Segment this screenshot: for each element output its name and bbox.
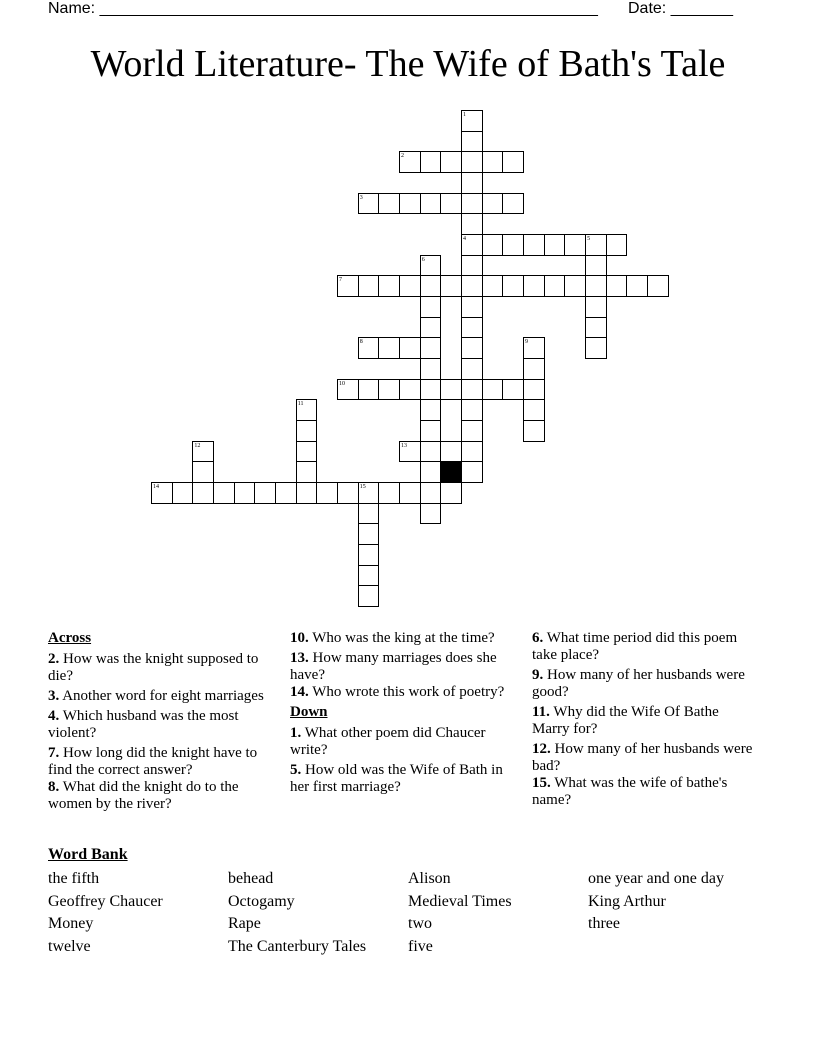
crossword-cell[interactable]: [606, 234, 628, 256]
word-bank-item: Rape: [228, 915, 261, 932]
word-bank-item: The Canterbury Tales: [228, 937, 367, 955]
crossword-cell[interactable]: [358, 503, 380, 525]
crossword-cell[interactable]: [523, 399, 545, 421]
clue-across-2: 2. How was the knight supposed to die?: [48, 651, 259, 684]
crossword-cell[interactable]: [461, 317, 483, 339]
crossword-cell[interactable]: [626, 275, 648, 297]
crossword-cell[interactable]: [440, 379, 462, 401]
word-bank-item: two: [408, 915, 432, 932]
crossword-cell[interactable]: [358, 523, 380, 545]
crossword-cell[interactable]: [482, 275, 504, 297]
clue-number: 5: [587, 236, 591, 243]
crossword-cell[interactable]: [213, 482, 235, 504]
word-bank-item: the fifth: [48, 870, 100, 887]
crossword-cell[interactable]: [420, 399, 442, 421]
crossword-cell[interactable]: [461, 461, 483, 483]
word-bank-item: five: [408, 937, 433, 955]
crossword-cell[interactable]: [420, 193, 442, 215]
crossword-cell[interactable]: [296, 420, 318, 442]
crossword-cell[interactable]: [358, 565, 380, 587]
crossword-cell[interactable]: [502, 275, 524, 297]
crossword-cell[interactable]: [420, 420, 442, 442]
clue-number: 7: [339, 277, 343, 284]
page-title: World Literature- The Wife of Bath's Tale: [90, 43, 726, 85]
word-bank-item: Geoffrey Chaucer: [48, 892, 163, 910]
crossword-cell[interactable]: [585, 275, 607, 297]
crossword-cell[interactable]: [192, 482, 214, 504]
crossword-cell[interactable]: [420, 503, 442, 525]
crossword-cell[interactable]: [585, 255, 607, 277]
clue-number: 12: [194, 442, 201, 449]
crossword-cell[interactable]: [337, 482, 359, 504]
crossword-cell[interactable]: [461, 420, 483, 442]
crossword-black-cell: [440, 461, 462, 483]
crossword-cell[interactable]: [378, 337, 400, 359]
crossword-cell[interactable]: [564, 234, 586, 256]
clue-number: 4: [463, 236, 467, 243]
word-bank-item: Medieval Times: [408, 892, 512, 910]
crossword-cell[interactable]: [544, 275, 566, 297]
clue-number: 1: [463, 112, 467, 118]
word-bank-item: Octogamy: [228, 892, 295, 910]
crossword-cell[interactable]: [523, 358, 545, 380]
crossword-cell[interactable]: [420, 461, 442, 483]
clue-across-4: 4. Which husband was the most violent?: [48, 708, 239, 741]
crossword-cell[interactable]: [461, 131, 483, 153]
clue-across-10: 10. Who was the king at the time?: [290, 630, 495, 646]
clues-column-3: [532, 630, 757, 812]
crossword-cell[interactable]: [461, 379, 483, 401]
crossword-cell[interactable]: [544, 234, 566, 256]
crossword-cell[interactable]: [606, 275, 628, 297]
crossword-cell[interactable]: [234, 482, 256, 504]
crossword-cell[interactable]: [440, 193, 462, 215]
clue-number: 10: [339, 380, 346, 387]
crossword-cell[interactable]: [461, 193, 483, 215]
crossword-cell[interactable]: [461, 255, 483, 277]
crossword-cell[interactable]: [585, 296, 607, 318]
crossword-cell[interactable]: [275, 482, 297, 504]
clue-across-7: 7. How long did the knight have to find the correct answer?: [48, 745, 258, 778]
name-field[interactable]: Name: ________________________________________________________: [48, 0, 598, 17]
crossword-cell[interactable]: [296, 461, 318, 483]
crossword-cell[interactable]: [461, 337, 483, 359]
clue-across-13: 13. How many marriages does she have?: [290, 650, 497, 683]
crossword-cell[interactable]: [420, 151, 442, 173]
crossword-cell[interactable]: [523, 420, 545, 442]
crossword-cell[interactable]: [358, 275, 380, 297]
crossword-cell[interactable]: [585, 317, 607, 339]
crossword-cell[interactable]: [420, 337, 442, 359]
clue-number: 6: [421, 256, 425, 263]
crossword-cell[interactable]: [296, 441, 318, 463]
clue-down-15: 15. What was the wife of bathe's name?: [532, 775, 728, 808]
clue-down-6: 6. What time period did this poem take place?: [532, 630, 738, 663]
word-bank-item: twelve: [48, 937, 91, 955]
crossword-cell[interactable]: [523, 275, 545, 297]
word-bank-item: behead: [228, 870, 274, 887]
crossword-cell[interactable]: [461, 151, 483, 173]
word-bank-item: King Arthur: [588, 892, 666, 910]
crossword-cell[interactable]: [296, 482, 318, 504]
crossword-cell[interactable]: [461, 358, 483, 380]
crossword-cell[interactable]: [482, 151, 504, 173]
crossword-cell[interactable]: [358, 585, 380, 607]
across-heading: Across: [48, 630, 92, 646]
crossword-cell[interactable]: [564, 275, 586, 297]
crossword-cell[interactable]: [585, 337, 607, 359]
crossword-cell[interactable]: [523, 379, 545, 401]
down-heading: Down: [290, 704, 328, 720]
clue-across-14: 14. Who wrote this work of poetry?: [290, 684, 505, 700]
crossword-cell[interactable]: [461, 275, 483, 297]
crossword-cell[interactable]: [502, 151, 524, 173]
clue-number: 8: [359, 339, 363, 346]
crossword-cell[interactable]: [523, 234, 545, 256]
crossword-cell[interactable]: [440, 275, 462, 297]
crossword-cell[interactable]: [482, 379, 504, 401]
crossword-cell[interactable]: [378, 379, 400, 401]
crossword-cell[interactable]: [316, 482, 338, 504]
crossword-cell[interactable]: [378, 275, 400, 297]
crossword-cell[interactable]: [399, 337, 421, 359]
crossword-cell[interactable]: [440, 482, 462, 504]
clue-down-11: 11. Why did the Wife Of Bathe Marry for?: [532, 704, 719, 737]
crossword-cell[interactable]: [378, 193, 400, 215]
date-field[interactable]: Date: _______: [628, 0, 733, 17]
crossword-cell[interactable]: [502, 193, 524, 215]
word-bank-item: Alison: [408, 870, 451, 887]
word-bank-heading: Word Bank: [48, 846, 128, 863]
crossword-cell[interactable]: [440, 151, 462, 173]
crossword-cell[interactable]: [440, 441, 462, 463]
clue-number: 3: [359, 194, 363, 201]
clues-column-2: [290, 630, 515, 799]
crossword-cell[interactable]: [420, 379, 442, 401]
crossword-cell[interactable]: [420, 482, 442, 504]
crossword-cell[interactable]: [461, 296, 483, 318]
crossword-cell[interactable]: [420, 275, 442, 297]
crossword-cell[interactable]: [254, 482, 276, 504]
clues-column-1: [48, 630, 273, 816]
crossword-cell[interactable]: [461, 213, 483, 235]
clue-down-9: 9. How many of her husbands were good?: [532, 667, 745, 700]
crossword-cell[interactable]: [502, 234, 524, 256]
clue-down-12: 12. How many of her husbands were bad?: [532, 741, 753, 774]
crossword-cell[interactable]: [192, 461, 214, 483]
clue-number: 9: [525, 339, 529, 346]
crossword-cell[interactable]: [358, 544, 380, 566]
clue-number: 15: [359, 484, 366, 491]
clue-number: 14: [153, 484, 159, 491]
crossword-cell[interactable]: [647, 275, 669, 297]
clue-number: 2: [401, 153, 405, 160]
crossword-cell[interactable]: [420, 296, 442, 318]
crossword-cell[interactable]: [461, 399, 483, 421]
crossword-cell[interactable]: [420, 358, 442, 380]
crossword-cell[interactable]: [399, 379, 421, 401]
clue-down-1: 1. What other poem did Chaucer write?: [290, 725, 486, 758]
clue-down-5: 5. How old was the Wife of Bath in her first marriage?: [290, 762, 503, 795]
crossword-cell[interactable]: [399, 193, 421, 215]
word-bank-item: Money: [48, 915, 94, 932]
crossword-cell[interactable]: [461, 441, 483, 463]
crossword-cell[interactable]: [482, 234, 504, 256]
crossword-cell[interactable]: [378, 482, 400, 504]
clue-number: 11: [297, 401, 304, 408]
crossword-cell[interactable]: [172, 482, 194, 504]
crossword-cell[interactable]: [420, 441, 442, 463]
crossword-cell[interactable]: [502, 379, 524, 401]
word-bank-item: three: [588, 915, 620, 932]
clue-across-8: 8. What did the knight do to the women by the river?: [48, 779, 239, 812]
crossword-cell[interactable]: [358, 379, 380, 401]
clue-number: 13: [401, 442, 408, 449]
crossword-cell[interactable]: [399, 275, 421, 297]
clue-across-3: 3. Another word for eight marriages: [48, 688, 264, 704]
crossword-cell[interactable]: [399, 482, 421, 504]
crossword-cell[interactable]: [482, 193, 504, 215]
crossword-cell[interactable]: [461, 172, 483, 194]
crossword-cell[interactable]: [420, 317, 442, 339]
word-bank-item: one year and one day: [588, 870, 724, 887]
